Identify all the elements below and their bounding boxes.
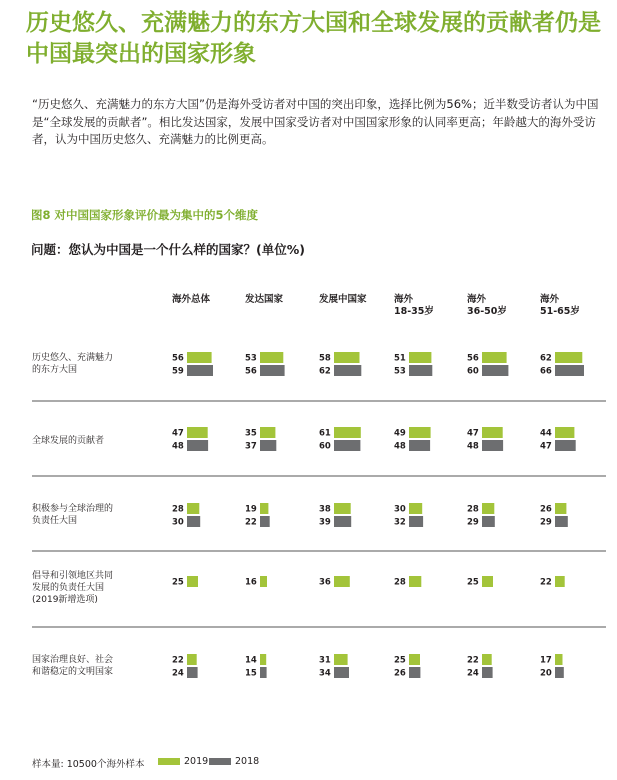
bar-2018	[187, 365, 213, 376]
data-label-2018: 56	[245, 366, 257, 377]
data-label-2018: 62	[319, 366, 331, 377]
row-label: 积极参与全球治理的	[32, 504, 114, 514]
row-label: 负责任大国	[32, 516, 78, 526]
bar-2018	[482, 516, 495, 527]
bar-2019	[409, 503, 422, 514]
data-label-2019: 25	[394, 655, 406, 666]
legend-2019	[158, 756, 208, 767]
data-label-2019: 61	[319, 428, 331, 439]
data-label-2018: 29	[467, 517, 479, 528]
data-label-2019: 26	[540, 504, 552, 515]
data-label-2019: 22	[540, 577, 552, 588]
data-label-2019: 53	[245, 353, 257, 364]
bar-2019	[187, 352, 212, 363]
bar-2018	[555, 365, 584, 376]
bar-2019	[334, 654, 348, 665]
legend-2018	[209, 756, 259, 767]
bar-2019	[482, 576, 493, 587]
row-label: 倡导和引领地区共同	[32, 571, 114, 581]
bar-2019	[187, 576, 198, 587]
bar-2018	[555, 516, 568, 527]
data-label-2018: 39	[319, 517, 331, 528]
bar-2019	[555, 503, 566, 514]
row-label: 的东方大国	[32, 365, 78, 375]
data-label-2018: 53	[394, 366, 406, 377]
data-label-2019: 28	[172, 504, 184, 515]
bar-2019	[555, 654, 563, 665]
data-label-2019: 58	[319, 353, 331, 364]
bar-2018	[334, 667, 349, 678]
data-label-2018: 60	[319, 441, 331, 452]
legend-label-2018: 2018	[235, 756, 260, 767]
data-label-2018: 47	[540, 441, 552, 452]
column-header: 发达国家	[245, 294, 284, 305]
bar-2018	[409, 667, 420, 678]
row-label: 国家治理良好、社会	[32, 655, 114, 665]
data-label-2019: 47	[172, 428, 184, 439]
bar-2019	[482, 654, 492, 665]
data-label-2019: 51	[394, 353, 406, 364]
bar-2019	[334, 427, 361, 438]
bar-2018	[409, 440, 430, 451]
bar-2019	[555, 352, 582, 363]
headline: 历史悠久、充满魅力的东方大国和全球发展的贡献者仍是中国最突出的国家形象	[26, 10, 601, 67]
bar-2019	[409, 654, 420, 665]
bar-2018	[555, 667, 564, 678]
data-label-2019: 25	[172, 577, 184, 588]
bar-2019	[334, 576, 350, 587]
data-label-2019: 28	[394, 577, 406, 588]
bar-2018	[187, 667, 198, 678]
data-label-2018: 22	[245, 517, 257, 528]
data-label-2019: 56	[172, 353, 184, 364]
column-header: 海外 51-65岁	[540, 294, 580, 317]
data-label-2019: 14	[245, 655, 257, 666]
bar-2018	[555, 440, 576, 451]
data-label-2018: 37	[245, 441, 257, 452]
bar-2019	[482, 427, 503, 438]
data-label-2019: 17	[540, 655, 552, 666]
column-header: 发展中国家	[319, 294, 367, 305]
data-label-2018: 26	[394, 668, 406, 679]
bar-2018	[334, 440, 360, 451]
data-label-2019: 35	[245, 428, 257, 439]
bar-2019	[260, 352, 283, 363]
bar-2018	[482, 440, 503, 451]
bar-2019	[482, 503, 494, 514]
data-label-2019: 28	[467, 504, 479, 515]
data-label-2018: 48	[172, 441, 184, 452]
bar-2019	[409, 352, 431, 363]
data-label-2019: 36	[319, 577, 331, 588]
intro-paragraph: “历史悠久、充满魅力的东方大国”仍是海外受访者对中国的突出印象，选择比例为56%；近半数受访者认为中国是“全球发展的贡献者”。相比发达国家，发展中国家受访者对中国国家形象的认同率更高；年龄越大的海外受访者，认为中国历史悠久、充满魅力的比例更高。	[32, 97, 599, 146]
bar-2019	[187, 654, 197, 665]
data-label-2018: 48	[467, 441, 479, 452]
data-label-2019: 62	[540, 353, 552, 364]
bar-2018	[409, 516, 423, 527]
survey-question: 问题：您认为中国是一个什么样的国家？(单位%)	[31, 242, 305, 257]
bar-2019	[334, 503, 351, 514]
row-label: 发展的负责任大国	[32, 583, 105, 593]
row-label: 和谐稳定的文明国家	[32, 667, 114, 677]
bar-2019	[260, 576, 267, 587]
bar-2019	[260, 427, 275, 438]
bar-2018	[334, 365, 361, 376]
bar-2018	[260, 365, 285, 376]
data-label-2018: 32	[394, 517, 406, 528]
bar-2019	[555, 427, 574, 438]
bar-2018	[334, 516, 351, 527]
bar-2018	[482, 365, 508, 376]
data-label-2018: 48	[394, 441, 406, 452]
bar-2019	[334, 352, 360, 363]
bar-2019	[409, 427, 431, 438]
column-header: 海外 36-50岁	[467, 294, 507, 317]
bar-2019	[187, 503, 199, 514]
data-label-2018: 60	[467, 366, 479, 377]
bar-2018	[409, 365, 432, 376]
data-label-2019: 19	[245, 504, 257, 515]
data-label-2018: 24	[172, 668, 184, 679]
bar-2019	[409, 576, 421, 587]
column-header: 海外总体	[172, 294, 211, 305]
bar-2018	[260, 516, 270, 527]
bar-2018	[260, 667, 267, 678]
row-label: (2019新增选项)	[32, 595, 98, 605]
data-label-2018: 29	[540, 517, 552, 528]
bar-2018	[260, 440, 276, 451]
data-label-2018: 24	[467, 668, 479, 679]
row-label: 全球发展的贡献者	[32, 436, 105, 446]
data-label-2019: 49	[394, 428, 406, 439]
data-label-2019: 31	[319, 655, 331, 666]
data-label-2018: 66	[540, 366, 552, 377]
data-label-2018: 15	[245, 668, 257, 679]
bar-2019	[260, 503, 268, 514]
data-label-2019: 22	[467, 655, 479, 666]
data-label-2019: 16	[245, 577, 257, 588]
sample-size-note: 样本量: 10500个海外样本	[32, 759, 145, 770]
data-label-2018: 20	[540, 668, 552, 679]
data-label-2018: 30	[172, 517, 184, 528]
legend-swatch-2019	[158, 758, 180, 765]
bar-2018	[187, 516, 200, 527]
data-label-2019: 25	[467, 577, 479, 588]
bar-2019	[555, 576, 565, 587]
legend-label-2019: 2019	[184, 756, 209, 767]
bar-2019	[187, 427, 208, 438]
data-label-2019: 30	[394, 504, 406, 515]
bar-2018	[482, 667, 493, 678]
legend-swatch-2018	[209, 758, 231, 765]
data-label-2018: 34	[319, 668, 331, 679]
data-label-2019: 47	[467, 428, 479, 439]
figure-title: 图8 对中国国家形象评价最为集中的5个维度	[31, 208, 259, 222]
data-label-2019: 44	[540, 428, 552, 439]
bar-2018	[187, 440, 208, 451]
data-label-2019: 22	[172, 655, 184, 666]
data-label-2018: 59	[172, 366, 184, 377]
data-label-2019: 38	[319, 504, 331, 515]
data-label-2019: 56	[467, 353, 479, 364]
bar-2019	[260, 654, 266, 665]
bar-2019	[482, 352, 507, 363]
row-label: 历史悠久、充满魅力	[32, 353, 114, 363]
column-header: 海外 18-35岁	[394, 294, 434, 317]
